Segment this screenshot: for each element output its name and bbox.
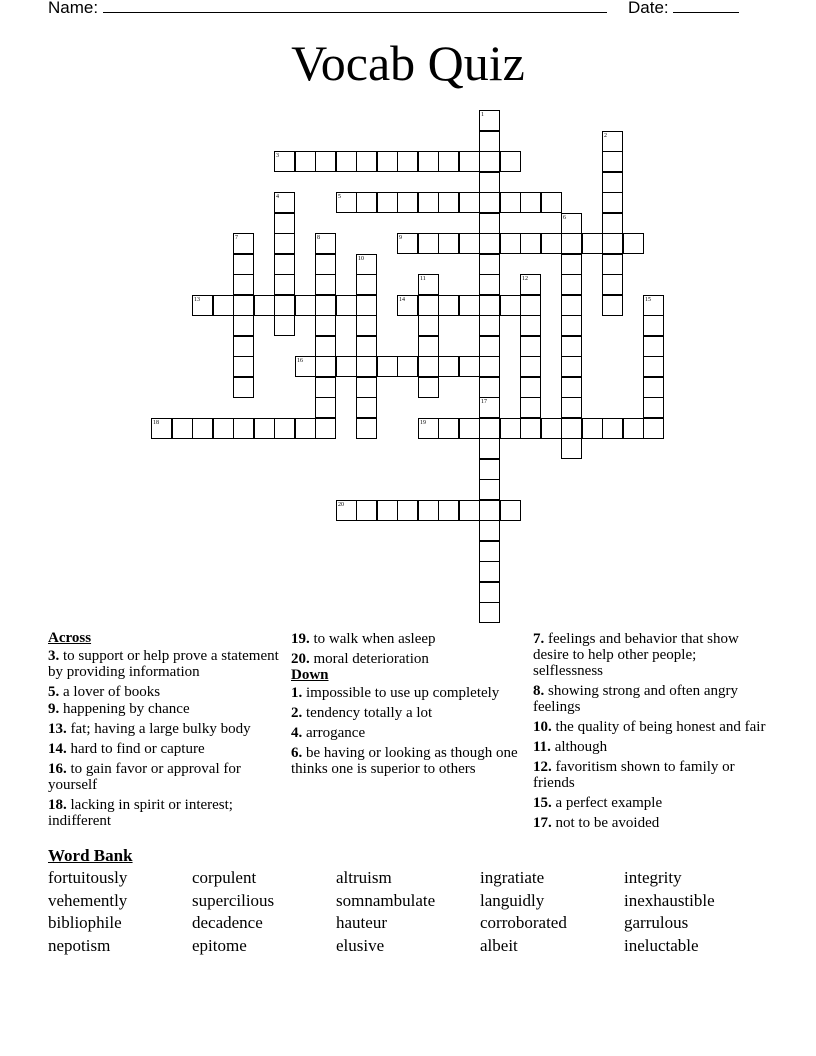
- word-bank-item: decadence: [192, 913, 263, 933]
- crossword-cell[interactable]: [602, 418, 623, 439]
- clue-across: 16. to gain favor or approval for yourself: [48, 761, 241, 793]
- clue-down: 1. impossible to use up completely: [291, 685, 500, 701]
- crossword-cell[interactable]: [254, 295, 275, 316]
- clue-number: 19: [420, 420, 426, 426]
- word-bank-item: languidly: [480, 890, 545, 910]
- word-bank-item: altruism: [336, 868, 392, 887]
- clue-number: 5: [338, 194, 341, 200]
- down-heading: Down: [291, 667, 329, 683]
- crossword-cell[interactable]: [459, 295, 480, 316]
- word-bank-item: albeit: [480, 936, 518, 956]
- crossword-cell[interactable]: [459, 233, 480, 254]
- clue-number: 18: [153, 420, 159, 426]
- crossword-cell[interactable]: [418, 500, 439, 521]
- crossword-cell[interactable]: [233, 315, 254, 336]
- crossword-cell[interactable]: [315, 418, 336, 439]
- word-bank-item: fortuitously: [48, 868, 128, 887]
- crossword-cell[interactable]: [254, 418, 275, 439]
- clue-down: 4. arrogance: [291, 725, 366, 741]
- crossword-cell[interactable]: [438, 192, 459, 213]
- crossword-cell[interactable]: [336, 295, 357, 316]
- crossword-cell[interactable]: [561, 377, 582, 398]
- crossword-cell[interactable]: [315, 254, 336, 275]
- crossword-cell[interactable]: [479, 336, 500, 357]
- crossword-cell[interactable]: [356, 295, 377, 316]
- crossword-cell[interactable]: [500, 151, 521, 172]
- crossword-cell[interactable]: [438, 151, 459, 172]
- crossword-cell[interactable]: [192, 418, 213, 439]
- crossword-cell[interactable]: [479, 438, 500, 459]
- clue-down: 10. the quality of being honest and fair: [533, 719, 766, 735]
- crossword-cell[interactable]: [643, 397, 664, 418]
- clue-down: 12. favoritism shown to family or friends: [533, 759, 735, 791]
- crossword-cell[interactable]: [500, 295, 521, 316]
- crossword-cell[interactable]: [315, 397, 336, 418]
- clue-number: 12: [522, 276, 528, 282]
- crossword-cell[interactable]: [438, 418, 459, 439]
- clue-across: 9. happening by chance: [48, 701, 190, 717]
- crossword-cell[interactable]: [274, 418, 295, 439]
- crossword-cell[interactable]: [541, 418, 562, 439]
- crossword-cell[interactable]: [315, 151, 336, 172]
- crossword-cell[interactable]: [602, 233, 623, 254]
- crossword-cell[interactable]: [213, 418, 234, 439]
- crossword-cell[interactable]: [561, 295, 582, 316]
- crossword-cell[interactable]: [479, 561, 500, 582]
- crossword-cell[interactable]: [233, 274, 254, 295]
- crossword-cell[interactable]: [356, 151, 377, 172]
- crossword-cell[interactable]: [213, 295, 234, 316]
- crossword-cell[interactable]: [479, 520, 500, 541]
- crossword-cell[interactable]: [479, 274, 500, 295]
- crossword-cell[interactable]: [397, 500, 418, 521]
- crossword-cell[interactable]: [397, 192, 418, 213]
- crossword-cell[interactable]: [623, 233, 644, 254]
- clue-number: 4: [276, 194, 279, 200]
- crossword-cell[interactable]: [315, 377, 336, 398]
- crossword-cell[interactable]: [520, 315, 541, 336]
- crossword-cell[interactable]: [643, 336, 664, 357]
- crossword-cell[interactable]: [418, 151, 439, 172]
- crossword-cell[interactable]: [479, 500, 500, 521]
- clue-number: 11: [420, 276, 426, 282]
- crossword-cell[interactable]: [520, 356, 541, 377]
- word-bank-item: vehemently: [48, 890, 128, 910]
- clue-number: 20: [338, 502, 344, 508]
- crossword-cell[interactable]: [377, 192, 398, 213]
- word-bank-item: inexhaustible: [624, 890, 715, 910]
- word-bank-item: epitome: [192, 936, 247, 956]
- crossword-cell[interactable]: [602, 295, 623, 316]
- crossword-cell[interactable]: [479, 213, 500, 234]
- crossword-cell[interactable]: [479, 151, 500, 172]
- crossword-cell[interactable]: [274, 295, 295, 316]
- crossword-cell[interactable]: [643, 315, 664, 336]
- crossword-cell[interactable]: [479, 254, 500, 275]
- crossword-cell[interactable]: [315, 315, 336, 336]
- crossword-cell[interactable]: [561, 438, 582, 459]
- crossword-cell[interactable]: [438, 500, 459, 521]
- crossword-cell[interactable]: [274, 233, 295, 254]
- clue-number: 9: [399, 235, 402, 241]
- crossword-cell[interactable]: [356, 274, 377, 295]
- crossword-cell[interactable]: [356, 397, 377, 418]
- crossword-cell[interactable]: [479, 541, 500, 562]
- clues-column-2: [291, 628, 527, 781]
- crossword-cell[interactable]: [582, 233, 603, 254]
- crossword-cell[interactable]: [295, 295, 316, 316]
- crossword-cell[interactable]: [274, 274, 295, 295]
- crossword-cell[interactable]: [438, 356, 459, 377]
- crossword-cell[interactable]: [459, 500, 480, 521]
- crossword-cell[interactable]: [459, 356, 480, 377]
- crossword-cell[interactable]: [561, 254, 582, 275]
- clue-down: 6. be having or looking as though one thinks one is superior to others: [291, 745, 518, 777]
- crossword-cell[interactable]: [336, 151, 357, 172]
- crossword-cell[interactable]: [356, 377, 377, 398]
- clue-down: 7. feelings and behavior that show desire to help other people; selflessness: [533, 631, 739, 679]
- clue-number: 10: [358, 256, 364, 262]
- crossword-cell[interactable]: [418, 315, 439, 336]
- crossword-cell[interactable]: [643, 377, 664, 398]
- crossword-cell[interactable]: [459, 418, 480, 439]
- crossword-cell[interactable]: [397, 356, 418, 377]
- crossword-cell[interactable]: [602, 151, 623, 172]
- crossword-cell[interactable]: [233, 336, 254, 357]
- word-bank-item: supercilious: [192, 890, 275, 910]
- word-bank-item: somnambulate: [336, 890, 436, 910]
- crossword-cell[interactable]: [479, 479, 500, 500]
- crossword-cell[interactable]: [520, 336, 541, 357]
- crossword-cell[interactable]: [643, 418, 664, 439]
- word-bank-item: hauteur: [336, 913, 387, 933]
- crossword-cell[interactable]: [602, 254, 623, 275]
- crossword-cell[interactable]: [500, 192, 521, 213]
- clues-column-1: [48, 628, 284, 833]
- crossword-cell[interactable]: [233, 254, 254, 275]
- crossword-cell[interactable]: [643, 356, 664, 377]
- clues-column-3: [533, 628, 769, 835]
- clue-across: 19. to walk when asleep: [291, 631, 436, 647]
- crossword-cell[interactable]: [356, 500, 377, 521]
- word-bank-item: ineluctable: [624, 936, 699, 956]
- crossword-cell[interactable]: [377, 500, 398, 521]
- word-bank-title: Word Bank: [48, 846, 133, 865]
- page-title: Vocab Quiz: [291, 35, 525, 91]
- crossword-cell[interactable]: [500, 500, 521, 521]
- crossword-cell[interactable]: [377, 356, 398, 377]
- crossword-cell[interactable]: [418, 192, 439, 213]
- clue-number: 8: [317, 235, 320, 241]
- crossword-cell[interactable]: [520, 397, 541, 418]
- crossword-cell[interactable]: [479, 377, 500, 398]
- crossword-cell[interactable]: [602, 274, 623, 295]
- crossword-cell[interactable]: [459, 151, 480, 172]
- word-bank-item: integrity: [624, 868, 682, 887]
- crossword-cell[interactable]: [233, 418, 254, 439]
- crossword-cell[interactable]: [172, 418, 193, 439]
- crossword-cell[interactable]: [541, 192, 562, 213]
- crossword-cell[interactable]: [356, 336, 377, 357]
- across-heading: Across: [48, 630, 92, 646]
- crossword-cell[interactable]: [520, 192, 541, 213]
- crossword-cell[interactable]: [500, 418, 521, 439]
- crossword-cell[interactable]: [315, 274, 336, 295]
- name-label: Name:: [48, 0, 99, 17]
- crossword-cell[interactable]: [520, 233, 541, 254]
- crossword-cell[interactable]: [397, 151, 418, 172]
- crossword-cell[interactable]: [274, 213, 295, 234]
- clue-down: 8. showing strong and often angry feelings: [533, 683, 738, 715]
- crossword-cell[interactable]: [356, 356, 377, 377]
- clue-number: 7: [235, 235, 238, 241]
- crossword-cell[interactable]: [295, 418, 316, 439]
- clue-number: 13: [194, 297, 200, 303]
- crossword-cell[interactable]: [336, 356, 357, 377]
- crossword-cell[interactable]: [233, 295, 254, 316]
- crossword-cell[interactable]: [459, 192, 480, 213]
- crossword-cell[interactable]: [274, 254, 295, 275]
- clue-number: 1: [481, 112, 484, 118]
- clue-number: 15: [645, 297, 651, 303]
- crossword-cell[interactable]: [315, 356, 336, 377]
- crossword-cell[interactable]: [479, 356, 500, 377]
- crossword-cell[interactable]: [520, 418, 541, 439]
- crossword-cell[interactable]: [356, 315, 377, 336]
- word-bank-item: corpulent: [192, 868, 257, 887]
- crossword-cell[interactable]: [561, 233, 582, 254]
- clue-across: 13. fat; having a large bulky body: [48, 721, 251, 737]
- crossword-cell[interactable]: [561, 356, 582, 377]
- clue-across: 14. hard to find or capture: [48, 741, 205, 757]
- crossword-cell[interactable]: [479, 172, 500, 193]
- crossword-cell[interactable]: [520, 295, 541, 316]
- crossword-cell[interactable]: [541, 233, 562, 254]
- crossword-cell[interactable]: [377, 151, 398, 172]
- crossword-cell[interactable]: [479, 295, 500, 316]
- crossword-cell[interactable]: [356, 192, 377, 213]
- crossword-cell[interactable]: [623, 418, 644, 439]
- crossword-cell[interactable]: [233, 356, 254, 377]
- clue-number: 2: [604, 133, 607, 139]
- word-bank-item: garrulous: [624, 913, 689, 933]
- crossword-cell[interactable]: [561, 397, 582, 418]
- crossword-cell[interactable]: [356, 418, 377, 439]
- crossword-cell[interactable]: [315, 295, 336, 316]
- word-bank-item: elusive: [336, 936, 385, 956]
- crossword-cell[interactable]: [418, 336, 439, 357]
- crossword-cell[interactable]: [295, 151, 316, 172]
- clue-across: 3. to support or help prove a statement by providing information: [48, 648, 279, 680]
- crossword-cell[interactable]: [479, 418, 500, 439]
- clue-number: 6: [563, 215, 566, 221]
- crossword-cell[interactable]: [438, 295, 459, 316]
- word-bank-item: corroborated: [480, 913, 567, 933]
- crossword-cell[interactable]: [582, 418, 603, 439]
- crossword-cell[interactable]: [418, 377, 439, 398]
- clue-number: 17: [481, 399, 487, 405]
- crossword-cell[interactable]: [479, 459, 500, 480]
- crossword-cell[interactable]: [561, 274, 582, 295]
- crossword-cell[interactable]: [438, 233, 459, 254]
- crossword-cell[interactable]: [602, 172, 623, 193]
- crossword-cell[interactable]: [479, 192, 500, 213]
- clue-number: 3: [276, 153, 279, 159]
- clue-down: 2. tendency totally a lot: [291, 705, 433, 721]
- crossword-cell[interactable]: [520, 377, 541, 398]
- crossword-cell[interactable]: [561, 315, 582, 336]
- crossword-cell[interactable]: [418, 356, 439, 377]
- crossword-cell[interactable]: [479, 131, 500, 152]
- word-bank-item: nepotism: [48, 936, 111, 956]
- crossword-cell[interactable]: [479, 602, 500, 623]
- crossword-cell[interactable]: [479, 315, 500, 336]
- clue-number: 14: [399, 297, 405, 303]
- crossword-cell[interactable]: [561, 336, 582, 357]
- crossword-cell[interactable]: [602, 213, 623, 234]
- clue-across: 18. lacking in spirit or interest; indifferent: [48, 797, 233, 829]
- clue-down: 11. although: [533, 739, 608, 755]
- word-bank-item: bibliophile: [48, 913, 122, 933]
- crossword-cell[interactable]: [274, 315, 295, 336]
- crossword-cell[interactable]: [233, 377, 254, 398]
- crossword-cell[interactable]: [500, 233, 521, 254]
- crossword-cell[interactable]: [602, 192, 623, 213]
- clue-down: 15. a perfect example: [533, 795, 663, 811]
- date-label: Date:: [628, 0, 669, 17]
- crossword-cell[interactable]: [418, 295, 439, 316]
- word-bank-item: ingratiate: [480, 868, 545, 887]
- crossword-cell[interactable]: [561, 418, 582, 439]
- crossword-cell[interactable]: [418, 233, 439, 254]
- crossword-cell[interactable]: [315, 336, 336, 357]
- clue-across: 20. moral deterioration: [291, 651, 429, 667]
- crossword-cell[interactable]: [479, 233, 500, 254]
- clue-down: 17. not to be avoided: [533, 815, 660, 831]
- clue-across: 5. a lover of books: [48, 684, 161, 700]
- crossword-cell[interactable]: [479, 582, 500, 603]
- clue-number: 16: [297, 358, 303, 364]
